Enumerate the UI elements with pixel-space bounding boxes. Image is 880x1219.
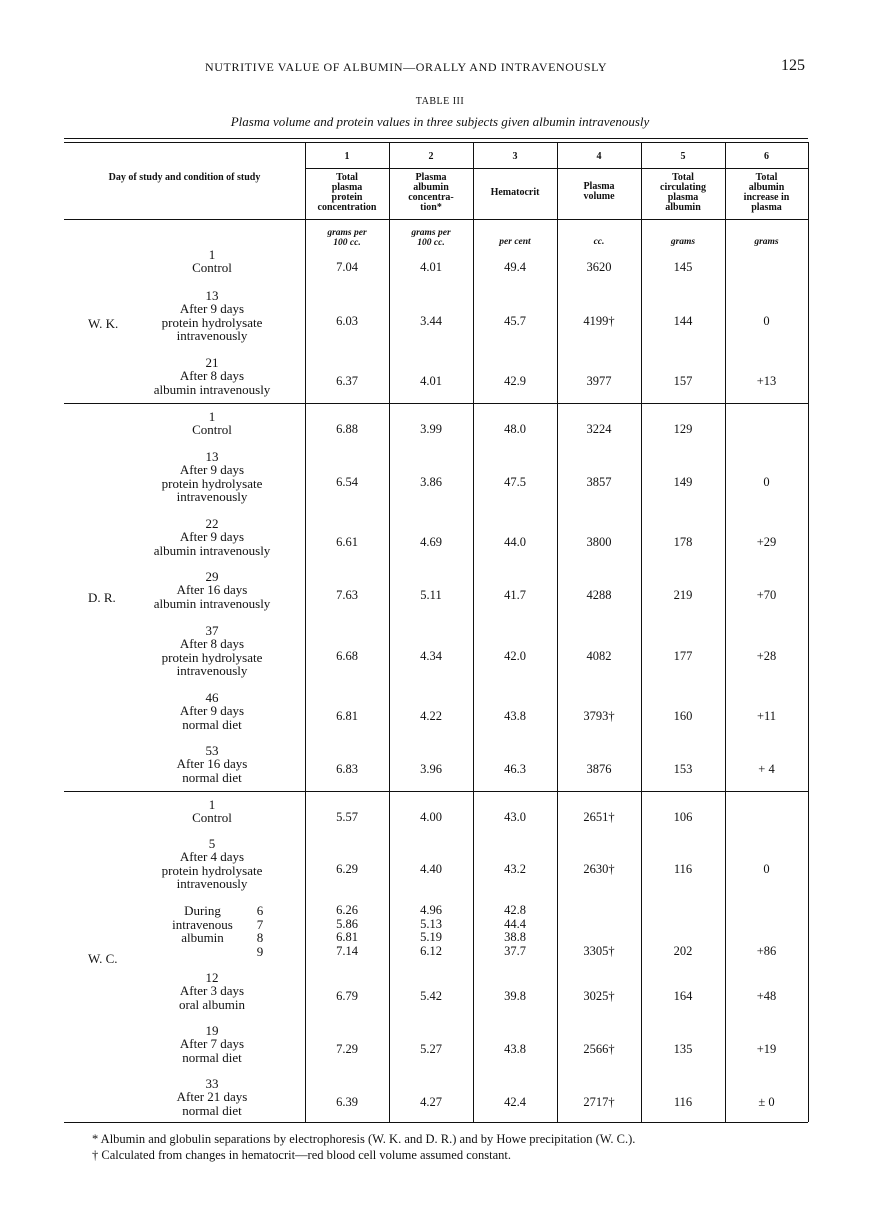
table-cell: +13 <box>756 374 777 388</box>
table-cell: 3876 <box>586 762 612 776</box>
table-cell: 6.54 <box>336 475 358 489</box>
table-cell: 6.37 <box>336 374 358 388</box>
condition-line: 46 <box>205 690 219 705</box>
table-caption: Plasma volume and protein values in three subjects given albumin intravenously <box>230 114 650 129</box>
condition-line: normal diet <box>182 769 242 785</box>
table-cell: 44.0 <box>504 535 526 549</box>
column-title-line: concentra- <box>408 192 454 203</box>
table-cell: 0 <box>763 475 770 489</box>
column-unit: 100 cc. <box>333 238 361 248</box>
table-cell: 5.57 <box>336 810 358 824</box>
column-divider <box>473 142 474 1122</box>
condition-line: normal diet <box>182 1049 242 1065</box>
table-cell: 6.03 <box>336 314 358 328</box>
condition-line: 12 <box>205 970 219 985</box>
condition-line: 13 <box>205 449 219 464</box>
table-cell: 2651† <box>583 810 615 824</box>
column-title-line: albumin <box>748 182 785 193</box>
condition-line: 1 <box>208 247 216 262</box>
table-cell: 4.27 <box>420 1095 442 1109</box>
condition-line: After 16 days <box>176 582 248 598</box>
table-cell: 6.39 <box>336 1095 358 1109</box>
column-title-line: Total <box>755 172 778 183</box>
table-cell: 0 <box>763 314 770 328</box>
condition-line: intravenously <box>176 875 248 891</box>
column-number: 4 <box>596 151 602 162</box>
table-cell: 3793† <box>583 709 615 723</box>
table-cell: 4.34 <box>420 649 442 663</box>
table-cell: 144 <box>673 314 693 328</box>
condition-line: After 3 days <box>179 983 245 999</box>
subject-label: W. C. <box>88 951 118 966</box>
condition-line: Control <box>192 260 232 276</box>
condition-line: 13 <box>205 288 219 303</box>
condition-line: 37 <box>205 623 219 638</box>
condition-line: normal diet <box>182 716 242 732</box>
table-cell: 5.42 <box>420 989 442 1003</box>
table-cell: 177 <box>673 649 693 663</box>
footnote-asterisk: * Albumin and globulin separations by electrophoresis (W. K. and D. R.) and by Howe precipitation (W. C.). <box>92 1132 636 1146</box>
condition-line: 33 <box>205 1076 219 1091</box>
top-rule <box>64 138 808 139</box>
condition-line: intravenously <box>176 327 248 343</box>
table-cell: 116 <box>673 862 693 876</box>
condition-line: intravenously <box>176 662 248 678</box>
column-divider <box>808 142 809 1122</box>
table-cell: 46.3 <box>504 762 526 776</box>
condition-line: After 9 days <box>179 301 245 317</box>
condition-line: After 8 days <box>179 368 245 384</box>
column-number: 2 <box>428 151 434 162</box>
column-title-line: plasma <box>667 192 699 203</box>
column-title-line: Plasma <box>583 181 615 192</box>
table-cell: 6.29 <box>336 862 358 876</box>
table-cell: 6.79 <box>336 989 358 1003</box>
column-unit: per cent <box>499 237 531 247</box>
column-title-line: concentration <box>317 202 377 213</box>
table-cell: 7.04 <box>336 260 358 274</box>
during-day: 9 <box>256 943 264 959</box>
condition-line: 1 <box>208 797 216 812</box>
condition-line: 1 <box>208 409 216 424</box>
table-cell: 42.0 <box>504 649 526 663</box>
table-cell: 43.0 <box>504 810 526 824</box>
table-cell: 47.5 <box>504 475 526 489</box>
condition-line: Control <box>192 810 232 826</box>
table-cell: 5.19 <box>420 930 442 944</box>
table-cell: 202 <box>673 943 693 958</box>
table-cell: 6.81 <box>336 930 358 944</box>
table-cell: 135 <box>673 1042 693 1056</box>
condition-line: After 7 days <box>179 1036 245 1052</box>
condition-line: After 16 days <box>176 756 248 772</box>
condition-line: 5 <box>208 836 216 851</box>
table-cell: 48.0 <box>504 422 526 436</box>
during-day: 7 <box>256 916 264 932</box>
group-rule <box>64 791 808 792</box>
column-title-line: albumin <box>413 182 449 193</box>
column-title-line: volume <box>583 191 615 202</box>
table-cell: 0 <box>763 862 770 876</box>
condition-line: albumin intravenously <box>153 542 271 558</box>
table-cell: 4288 <box>586 588 612 602</box>
condition-line: 22 <box>205 516 219 531</box>
table-cell: 149 <box>673 475 693 489</box>
table-cell: 116 <box>673 1095 693 1109</box>
column-divider <box>725 142 726 1122</box>
running-head: NUTRITIVE VALUE OF ALBUMIN—ORALLY AND INTRAVENOUSLY <box>205 60 608 74</box>
column-title-line: Plasma <box>415 172 447 183</box>
table-cell: 5.27 <box>420 1042 442 1056</box>
table-cell: 153 <box>673 762 693 776</box>
column-unit: cc. <box>593 237 605 247</box>
table-cell: 42.8 <box>504 903 526 917</box>
header-bottom-rule <box>64 219 808 220</box>
table-cell: +29 <box>756 535 777 549</box>
table-cell: 2566† <box>583 1042 615 1056</box>
table-cell: 129 <box>673 422 693 436</box>
table-cell: 4.69 <box>420 535 442 549</box>
table-cell: 39.8 <box>504 989 526 1003</box>
column-unit: grams per <box>411 228 451 238</box>
table-cell: 45.7 <box>504 314 526 328</box>
table-cell: 7.63 <box>336 588 358 602</box>
column-unit: grams <box>670 237 696 247</box>
table-cell: 5.13 <box>420 916 442 931</box>
column-divider <box>389 142 390 1122</box>
condition-line: protein hydrolysate <box>161 475 263 491</box>
condition-line: protein hydrolysate <box>161 862 263 878</box>
table-cell: 41.7 <box>504 588 526 602</box>
column-title-line: albumin <box>665 202 701 213</box>
subject-label: D. R. <box>88 590 116 605</box>
table-cell: 3025† <box>583 989 615 1003</box>
table-label: TABLE III <box>415 96 465 107</box>
table-cell: 6.88 <box>336 422 358 436</box>
table-cell: 6.61 <box>336 535 358 549</box>
condition-line: After 9 days <box>179 703 245 719</box>
column-title-line: tion* <box>420 202 442 213</box>
column-title-line: Total <box>336 172 358 183</box>
table-cell: 4.01 <box>420 374 442 388</box>
during-label: albumin <box>181 930 224 945</box>
table-cell: ± 0 <box>758 1095 775 1109</box>
column-title-line: circulating <box>660 182 706 193</box>
condition-line: protein hydrolysate <box>161 314 263 330</box>
table-cell: 2630† <box>583 862 615 876</box>
condition-line: albumin intravenously <box>153 381 271 397</box>
condition-line: After 8 days <box>179 636 245 652</box>
condition-line: albumin intravenously <box>153 595 271 611</box>
table-cell: +28 <box>756 649 777 663</box>
condition-line: oral albumin <box>178 996 246 1012</box>
page-number: 125 <box>781 57 805 74</box>
condition-line: 21 <box>205 355 219 370</box>
table-cell: 4.00 <box>420 810 442 824</box>
column-number: 5 <box>680 151 686 162</box>
table-cell: +70 <box>756 588 777 602</box>
column-divider <box>557 142 558 1122</box>
column-title-line: Total <box>672 172 694 183</box>
condition-line: After 21 days <box>176 1089 248 1105</box>
column-unit: grams per <box>327 228 367 238</box>
table-cell: 3857 <box>586 475 612 489</box>
table-cell: 7.29 <box>336 1042 358 1056</box>
table-cell: 43.8 <box>504 1042 526 1056</box>
condition-line: protein hydrolysate <box>161 649 263 665</box>
column-number: 1 <box>344 151 350 162</box>
column-title-line: increase in <box>743 192 790 203</box>
table-cell: 160 <box>673 709 693 723</box>
table-cell: 42.4 <box>504 1095 526 1109</box>
table-cell: 49.4 <box>504 260 526 274</box>
column-unit: 100 cc. <box>417 238 445 248</box>
table-cell: 42.9 <box>504 374 526 388</box>
table-cell: 178 <box>673 535 693 549</box>
condition-line: 29 <box>205 569 219 584</box>
table-cell: 7.14 <box>336 943 358 958</box>
table-cell: +11 <box>756 709 777 723</box>
condition-line: 53 <box>205 743 219 758</box>
column-title-line: Hematocrit <box>490 187 540 198</box>
table-cell: 4.96 <box>420 903 442 917</box>
bottom-rule <box>64 1122 808 1123</box>
table-cell: 3620 <box>586 260 612 274</box>
during-day: 8 <box>256 930 264 945</box>
table-cell: 6.12 <box>420 943 442 958</box>
table-cell: 157 <box>673 374 693 388</box>
column-number: 3 <box>512 151 518 162</box>
table-cell: 4.01 <box>420 260 442 274</box>
subject-label: W. K. <box>88 316 119 331</box>
table-cell: 219 <box>673 588 693 602</box>
condition-line: After 9 days <box>179 529 245 545</box>
table-cell: 44.4 <box>504 916 526 931</box>
table-cell: 3.44 <box>420 314 442 328</box>
column-number: 6 <box>764 151 769 162</box>
table-cell: 5.11 <box>420 588 442 602</box>
table-cell: 37.7 <box>504 943 526 958</box>
row-header: Day of study and condition of study <box>108 172 261 183</box>
table-cell: 6.81 <box>336 709 358 723</box>
condition-line: Control <box>192 422 232 438</box>
table-cell: 3.99 <box>420 422 442 436</box>
table-cell: 4.40 <box>420 862 442 876</box>
condition-line: 19 <box>205 1023 219 1038</box>
table-cell: 43.8 <box>504 709 526 723</box>
table-cell: + 4 <box>758 762 775 776</box>
during-label: intravenous <box>172 916 233 932</box>
table-cell: 3305† <box>583 943 615 958</box>
table-cell: 43.2 <box>504 862 526 876</box>
table-cell: 38.8 <box>504 930 526 944</box>
column-unit: grams <box>754 237 779 247</box>
during-day: 6 <box>256 903 264 918</box>
table-cell: 6.26 <box>336 903 358 917</box>
table-cell: 3977 <box>586 374 612 388</box>
condition-line: After 9 days <box>179 462 245 478</box>
table-cell: 106 <box>673 810 693 824</box>
column-title-line: plasma <box>331 182 363 193</box>
condition-line: After 4 days <box>179 849 245 865</box>
table-cell: +48 <box>756 989 777 1003</box>
table-cell: 5.86 <box>336 916 358 931</box>
table-cell: 164 <box>673 989 693 1003</box>
condition-line: normal diet <box>182 1102 242 1118</box>
during-label: During <box>184 903 221 918</box>
column-title-line: protein <box>331 192 363 203</box>
column-title-line: plasma <box>751 202 782 213</box>
table-cell: 4.22 <box>420 709 442 723</box>
table-cell: 3.96 <box>420 762 442 776</box>
condition-line: intravenously <box>176 488 248 504</box>
group-rule <box>64 403 808 404</box>
top-rule-2 <box>64 142 808 143</box>
table-cell: +86 <box>756 943 777 958</box>
table-cell: 4199† <box>583 314 615 328</box>
table-cell: 4082 <box>586 649 612 663</box>
table-cell: 6.68 <box>336 649 358 663</box>
table-cell: 3.86 <box>420 475 442 489</box>
table-cell: 3800 <box>586 535 612 549</box>
footnote-dagger: † Calculated from changes in hematocrit—red blood cell volume assumed constant. <box>92 1148 511 1162</box>
table-cell: +19 <box>756 1042 777 1056</box>
table-cell: 6.83 <box>336 762 358 776</box>
table-cell: 3224 <box>586 422 612 436</box>
column-divider <box>641 142 642 1122</box>
table-cell: 145 <box>673 260 693 274</box>
table-cell: 2717† <box>583 1095 615 1109</box>
